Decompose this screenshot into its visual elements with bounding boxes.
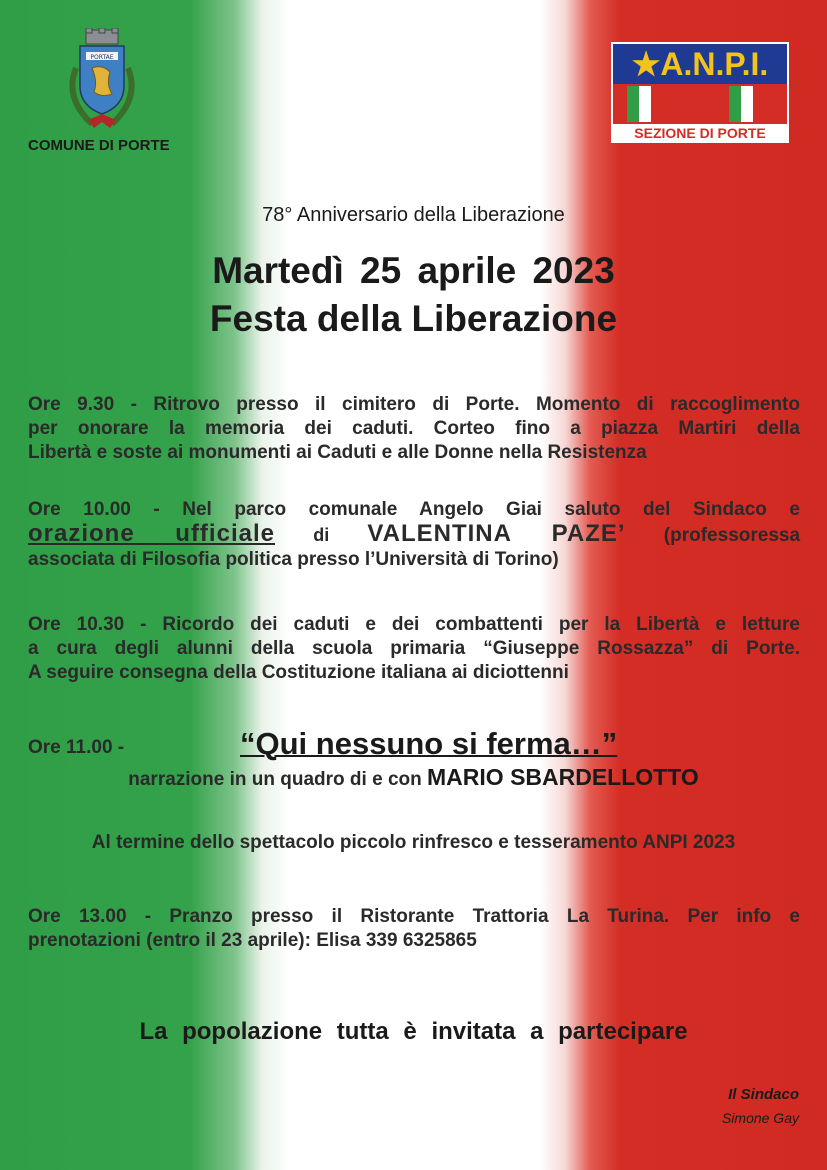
- program-line: Ore 10.00 - Nel parco comunale Angelo Giai saluto del Sindaco e: [28, 499, 800, 520]
- program-line: prenotazioni (entro il 23 aprile): Elisa 339 6325865: [28, 930, 477, 951]
- program-line-oration: [28, 522, 800, 548]
- svg-text:SEZIONE DI PORTE: SEZIONE DI PORTE: [634, 125, 766, 141]
- program-line: Libertà e soste ai monumenti ai Caduti e alle Donne nella Resistenza: [28, 442, 647, 463]
- after-show-note: Al termine dello spettacolo piccolo rinfresco e tesseramento ANPI 2023: [91, 832, 736, 853]
- speaker-title-start: (professoressa: [663, 525, 801, 546]
- speaker-name: VALENTINA PAZE’: [367, 520, 626, 547]
- official-oration-label: orazione ufficiale: [28, 520, 275, 547]
- municipal-crest-icon: [62, 28, 142, 132]
- di-label: di: [313, 525, 330, 545]
- event-date: Martedì 25 aprile 2023: [212, 250, 615, 291]
- program-item-0930: [28, 393, 800, 465]
- anniversary-line: 78° Anniversario della Liberazione: [262, 204, 565, 226]
- program-line: per onorare la memoria dei caduti. Corteo fino a piazza Martiri della: [28, 418, 800, 439]
- svg-text:PORTAE: PORTAE: [90, 54, 114, 61]
- program-item-1300: [28, 905, 800, 953]
- performer-name: MARIO SBARDELLOTTO: [427, 764, 699, 790]
- svg-text:★A.N.P.I.: ★A.N.P.I.: [631, 46, 769, 82]
- program-line: Ore 9.30 - Ritrovo presso il cimitero di Porte. Momento di raccoglimento: [28, 394, 800, 415]
- signature-role: Il Sindaco: [728, 1086, 799, 1103]
- program-line: Ore 10.30 - Ricordo dei caduti e dei combattenti per la Libertà e letture: [28, 614, 800, 635]
- program-line: A seguire consegna della Costituzione italiana ai diciottenni: [28, 662, 569, 683]
- event-title: Festa della Liberazione: [209, 298, 618, 339]
- program-item-1000: [28, 498, 800, 572]
- narration-text: narrazione in un quadro di e con: [128, 769, 422, 790]
- municipality-name: COMUNE DI PORTE: [28, 137, 170, 154]
- program-line: associata di Filosofia politica presso l’Università di Torino): [28, 549, 559, 570]
- signature-name: Simone Gay: [721, 1110, 799, 1126]
- anpi-logo: [611, 42, 789, 143]
- program-time-1100: Ore 11.00 -: [28, 737, 125, 758]
- program-item-1030: [28, 613, 800, 685]
- program-line: Ore 13.00 - Pranzo presso il Ristorante Trattoria La Turina. Per info e: [28, 906, 800, 927]
- invitation: La popolazione tutta è invitata a partecipare: [139, 1018, 688, 1045]
- show-narration: [0, 764, 827, 791]
- show-title: “Qui nessuno si ferma…”: [240, 726, 618, 761]
- program-line: a cura degli alunni della scuola primaria “Giuseppe Rossazza” di Porte.: [28, 638, 800, 659]
